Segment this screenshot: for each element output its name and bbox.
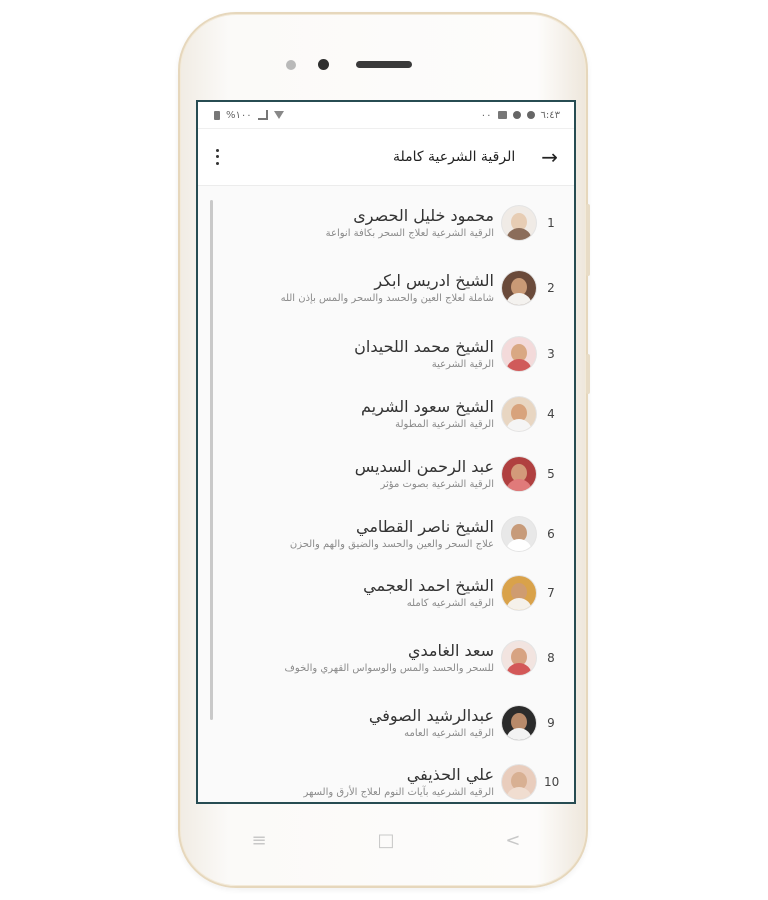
item-number: 8 — [547, 651, 555, 665]
front-camera-icon — [318, 59, 329, 70]
list-item[interactable] — [206, 444, 566, 504]
list-item[interactable] — [206, 194, 566, 252]
item-number: 3 — [547, 347, 555, 361]
app-bar — [198, 129, 574, 186]
recent-apps-icon[interactable]: ≡ — [251, 829, 267, 851]
reciter-name: الشيخ محمد اللحيدان — [354, 337, 494, 356]
item-number: 5 — [547, 467, 555, 481]
reciter-subtitle: الرقيه الشرعيه بآيات النوم لعلاج الأرق والسهر — [303, 787, 494, 798]
navigation-bar — [196, 820, 576, 860]
reciter-name: عبد الرحمن السديس — [354, 457, 494, 476]
messenger-icon — [513, 111, 521, 119]
reciter-subtitle: الرقيه الشرعيه كامله — [406, 598, 494, 609]
avatar — [502, 457, 536, 491]
avatar — [502, 337, 536, 371]
more-vert-icon[interactable] — [210, 147, 224, 167]
reciter-name: عبدالرشيد الصوفي — [368, 706, 494, 725]
reciter-subtitle: علاج السحر والعين والحسد والضيق والهم والحزن — [289, 539, 494, 550]
item-number: 10 — [544, 775, 560, 789]
avatar — [502, 517, 536, 551]
list-item[interactable] — [206, 752, 566, 804]
reciter-subtitle: الرقية الشرعية بصوت مؤثر — [380, 479, 494, 490]
app-screen — [196, 100, 576, 804]
avatar — [502, 576, 536, 610]
list-item[interactable] — [206, 622, 566, 694]
volume-button — [586, 204, 590, 276]
reciter-name: الشيخ ناصر القطامي — [356, 517, 494, 536]
reciter-list — [198, 186, 574, 804]
list-item[interactable] — [206, 252, 566, 324]
reciter-subtitle: الرقية الشرعية لعلاج السحر بكافة انواعة — [325, 228, 494, 239]
battery-icon — [214, 111, 220, 120]
wifi-icon — [274, 111, 284, 119]
back-arrow-icon[interactable]: → — [541, 145, 558, 169]
item-number: 1 — [547, 216, 555, 230]
reciter-subtitle: الرقية الشرعية — [431, 359, 494, 370]
item-number: 6 — [547, 527, 555, 541]
list-item[interactable] — [206, 324, 566, 384]
reciter-subtitle: الرقيه الشرعيه العامه — [404, 728, 494, 739]
avatar — [502, 397, 536, 431]
reciter-name: الشيخ سعود الشريم — [361, 397, 494, 416]
back-icon[interactable]: < — [505, 829, 521, 851]
reciter-name: سعد الغامدي — [407, 641, 494, 660]
reciter-subtitle: للسحر والحسد والمس والوسواس القهري والخوف — [284, 663, 494, 674]
avatar — [502, 206, 536, 240]
avatar — [502, 641, 536, 675]
reciter-subtitle: الرقية الشرعية المطولة — [395, 419, 494, 430]
item-number: 2 — [547, 281, 555, 295]
signal-icon — [258, 110, 268, 120]
whatsapp-icon — [527, 111, 535, 119]
item-number: 7 — [547, 586, 555, 600]
avatar — [502, 706, 536, 740]
page-title: الرقية الشرعية كاملة — [393, 149, 516, 165]
sensor-icon — [286, 60, 296, 70]
earpiece-speaker — [356, 61, 412, 68]
list-item[interactable] — [206, 384, 566, 444]
avatar — [502, 271, 536, 305]
gallery-icon — [498, 111, 507, 119]
list-item[interactable] — [206, 694, 566, 752]
reciter-name: محمود خليل الحصرى — [353, 206, 494, 225]
reciter-name: الشيخ احمد العجمي — [363, 576, 494, 595]
power-button — [586, 354, 590, 394]
list-item[interactable] — [206, 504, 566, 564]
item-number: 4 — [547, 407, 555, 421]
reciter-name: الشيخ ادريس ابكر — [374, 271, 494, 290]
battery-percent: %١٠٠ — [226, 109, 252, 121]
data-speed: ٠٠ — [480, 109, 492, 121]
reciter-subtitle: شاملة لعلاج العين والحسد والسحر والمس بإذن الله — [280, 293, 494, 304]
item-number: 9 — [547, 716, 555, 730]
list-item[interactable] — [206, 564, 566, 622]
reciter-name: علي الحذيفي — [406, 765, 494, 784]
home-icon[interactable]: □ — [377, 829, 395, 851]
avatar — [502, 765, 536, 799]
clock: ٦:٤٣ — [540, 109, 560, 121]
status-bar — [198, 102, 574, 129]
